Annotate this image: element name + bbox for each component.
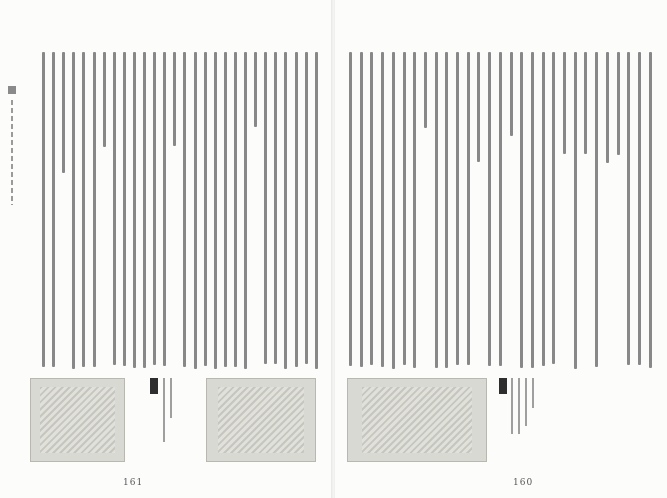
text-column (649, 52, 652, 368)
text-column (183, 52, 186, 367)
caption-line (163, 378, 165, 442)
caption-line (532, 378, 534, 408)
text-column (133, 52, 136, 368)
text-column (520, 52, 523, 368)
text-column (574, 52, 577, 369)
text-column (305, 52, 308, 364)
text-column (488, 52, 491, 366)
body-text-left (40, 52, 324, 370)
text-column (295, 52, 298, 367)
text-column (370, 52, 373, 365)
text-column (477, 52, 480, 162)
text-column (435, 52, 438, 368)
text-column (360, 52, 363, 367)
text-column (445, 52, 448, 368)
text-column (274, 52, 277, 364)
text-column (392, 52, 395, 369)
body-text-right (345, 52, 663, 370)
text-column (499, 52, 502, 366)
caption-line (511, 378, 513, 434)
text-column (595, 52, 598, 367)
text-column (62, 52, 65, 173)
figure-left-1 (30, 378, 125, 462)
text-column (510, 52, 513, 136)
text-column (638, 52, 641, 365)
text-column (123, 52, 126, 366)
text-column (234, 52, 237, 367)
header-text-line (11, 100, 13, 205)
caption-line (518, 378, 520, 434)
text-column (552, 52, 555, 364)
figure-left-2 (206, 378, 316, 462)
right-page (335, 0, 667, 498)
text-column (284, 52, 287, 369)
text-column (542, 52, 545, 366)
page-number-right: 160 (513, 478, 534, 488)
text-column (72, 52, 75, 369)
text-column (153, 52, 156, 365)
text-column (254, 52, 257, 127)
text-column (113, 52, 116, 365)
page-number-left: 161 (123, 478, 144, 488)
text-column (381, 52, 384, 367)
text-column (52, 52, 55, 367)
text-column (584, 52, 587, 154)
text-column (264, 52, 267, 364)
text-column (413, 52, 416, 368)
figure-right-1 (347, 378, 487, 462)
text-column (103, 52, 106, 147)
text-column (93, 52, 96, 367)
header-mark (8, 86, 16, 94)
caption-line (525, 378, 527, 426)
text-column (244, 52, 247, 369)
text-column (403, 52, 406, 365)
text-column (163, 52, 166, 366)
text-column (349, 52, 352, 366)
text-column (204, 52, 207, 366)
figure-label-right (499, 378, 507, 394)
text-column (617, 52, 620, 155)
text-column (315, 52, 318, 369)
text-column (82, 52, 85, 367)
text-column (563, 52, 566, 154)
text-column (173, 52, 176, 146)
text-column (224, 52, 227, 367)
text-column (606, 52, 609, 163)
text-column (424, 52, 427, 128)
text-column (143, 52, 146, 368)
text-column (531, 52, 534, 368)
figure-label-left (150, 378, 158, 394)
text-column (194, 52, 197, 369)
text-column (627, 52, 630, 365)
text-column (214, 52, 217, 369)
left-page (0, 0, 332, 498)
text-column (42, 52, 45, 367)
caption-line (170, 378, 172, 418)
text-column (456, 52, 459, 365)
text-column (467, 52, 470, 365)
running-header (6, 86, 18, 206)
